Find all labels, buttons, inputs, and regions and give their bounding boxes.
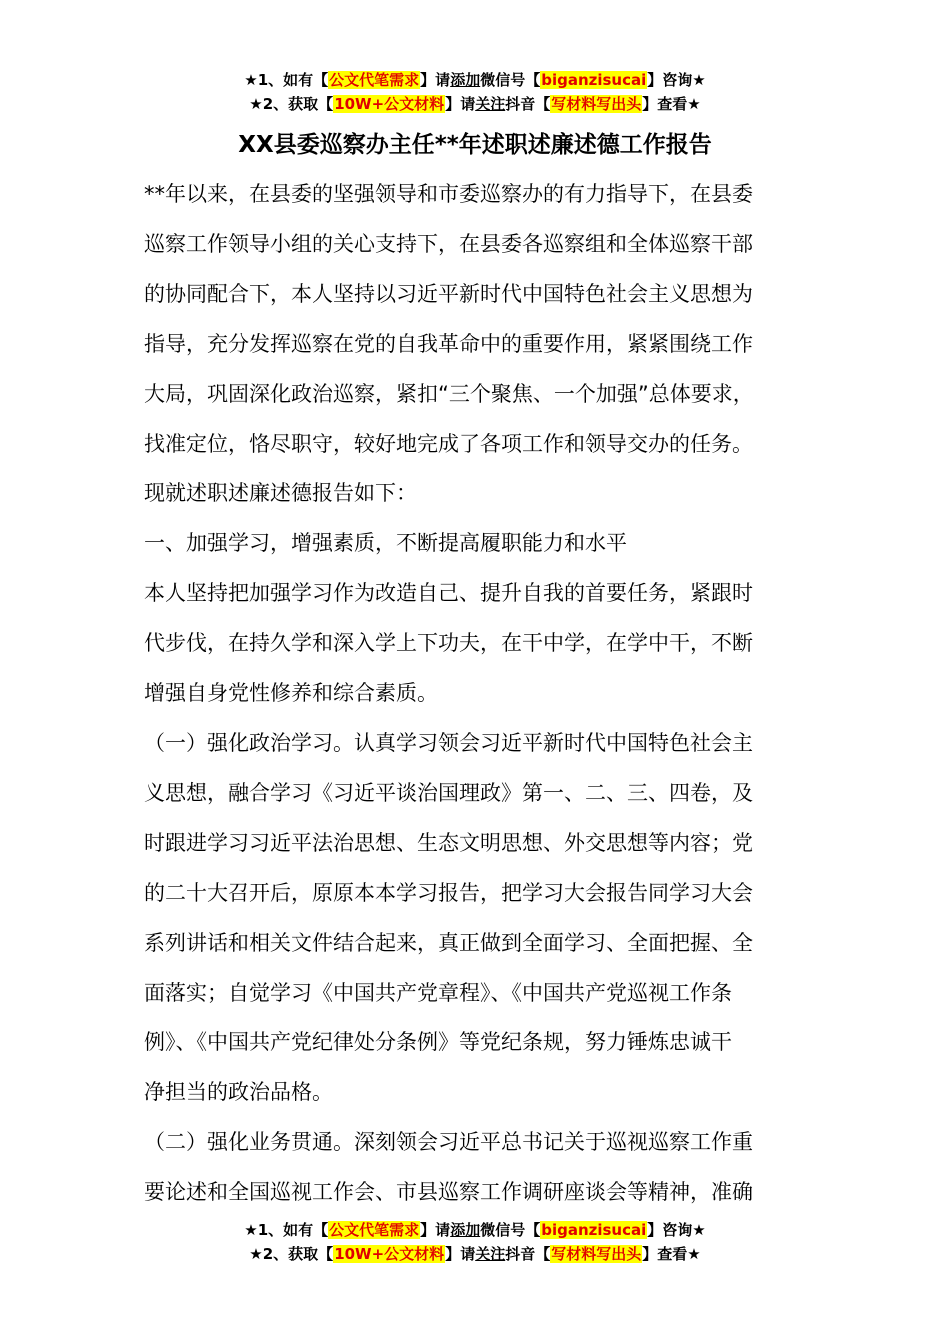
banner-text: ★2、获取【: [249, 95, 334, 113]
banner-text: 】咨询★: [647, 1221, 706, 1239]
header-banner: [0, 68, 950, 116]
body-line: 净担当的政治品格。: [144, 1080, 333, 1105]
body-line: 要论述和全国巡视工作会、市县巡察工作调研座谈会等精神，准确: [144, 1180, 753, 1205]
banner-highlight: biganzisucai: [541, 1221, 647, 1239]
banner-text: 】查看★: [642, 1245, 701, 1263]
banner-text: 微信号【: [480, 1221, 541, 1239]
body-line: 例》、《中国共产党纪律处分条例》等党纪条规，努力锤炼忠诚干: [144, 1030, 732, 1055]
body-line: 系列讲话和相关文件结合起来，真正做到全面学习、全面把握、全: [144, 930, 753, 955]
banner-text: ★1、如有【: [244, 71, 329, 89]
body-line: **年以来，在县委的坚强领导和市委巡察办的有力指导下，在县委: [144, 182, 753, 206]
body-line: （二）强化业务贯通。深刻领会习近平总书记关于巡视巡察工作重: [144, 1130, 753, 1155]
body-line: 的二十大召开后，原原本本学习报告，把学习大会报告同学习大会: [144, 880, 753, 905]
banner-text: 】请: [445, 95, 476, 113]
banner-line-1: [0, 1218, 950, 1242]
section-heading: 一、加强学习，增强素质，不断提高履职能力和水平: [144, 531, 627, 556]
body-line: （一）强化政治学习。认真学习领会习近平新时代中国特色社会主: [144, 730, 753, 755]
banner-text: 】查看★: [642, 95, 701, 113]
banner-line-2: [0, 1242, 950, 1266]
body-line: 现就述职述廉述德报告如下：: [144, 481, 417, 506]
body-line: 时跟进学习习近平法治思想、生态文明思想、外交思想等内容；党: [144, 830, 753, 855]
banner-line-1: [0, 68, 950, 92]
banner-highlight: 10W+公文材料: [334, 1245, 445, 1263]
body-line: 面落实；自觉学习《中国共产党章程》、《中国共产党巡视工作条: [144, 980, 732, 1005]
banner-highlight: 写材料写出头: [551, 1245, 642, 1263]
banner-highlight: 10W+公文材料: [334, 95, 445, 113]
banner-underline: 关注: [475, 95, 506, 113]
banner-line-2: [0, 92, 950, 116]
body-line: 巡察工作领导小组的关心支持下，在县委各巡察组和全体巡察干部: [144, 231, 753, 256]
banner-text: 】请: [420, 1221, 451, 1239]
banner-highlight: 写材料写出头: [551, 95, 642, 113]
banner-text: 微信号【: [480, 71, 541, 89]
body-line: 的协同配合下，本人坚持以习近平新时代中国特色社会主义思想为: [144, 281, 753, 306]
banner-highlight: 公文代笔需求: [329, 1221, 420, 1239]
body-line: 指导，充分发挥巡察在党的自我革命中的重要作用，紧紧围绕工作: [144, 331, 753, 356]
banner-text: 】请: [420, 71, 451, 89]
banner-highlight: biganzisucai: [541, 71, 647, 89]
banner-text: 】请: [445, 1245, 476, 1263]
body-line: 增强自身党性修养和综合素质。: [144, 681, 438, 706]
banner-underline: 关注: [475, 1245, 506, 1263]
banner-text: ★1、如有【: [244, 1221, 329, 1239]
banner-text: 】咨询★: [647, 71, 706, 89]
document-title: XX县委巡察办主任**年述职述廉述德工作报告: [238, 132, 712, 158]
body-line: 找准定位，恪尽职守，较好地完成了各项工作和领导交办的任务。: [144, 431, 753, 456]
banner-text: ★2、获取【: [249, 1245, 334, 1263]
banner-text: 抖音【: [505, 1245, 551, 1263]
body-line: 代步伐，在持久学和深入学上下功夫，在干中学，在学中干，不断: [144, 631, 753, 656]
banner-underline: 添加: [450, 1221, 481, 1239]
document-body: [144, 170, 834, 1218]
banner-underline: 添加: [450, 71, 481, 89]
body-line: 义思想，融合学习《习近平谈治国理政》第一、二、三、四卷，及: [144, 780, 753, 805]
body-line: 大局，巩固深化政治巡察，紧扣“三个聚焦、一个加强”总体要求，: [144, 381, 754, 406]
footer-banner: [0, 1218, 950, 1266]
body-line: 本人坚持把加强学习作为改造自己、提升自我的首要任务，紧跟时: [144, 581, 753, 606]
banner-text: 抖音【: [505, 95, 551, 113]
banner-highlight: 公文代笔需求: [329, 71, 420, 89]
